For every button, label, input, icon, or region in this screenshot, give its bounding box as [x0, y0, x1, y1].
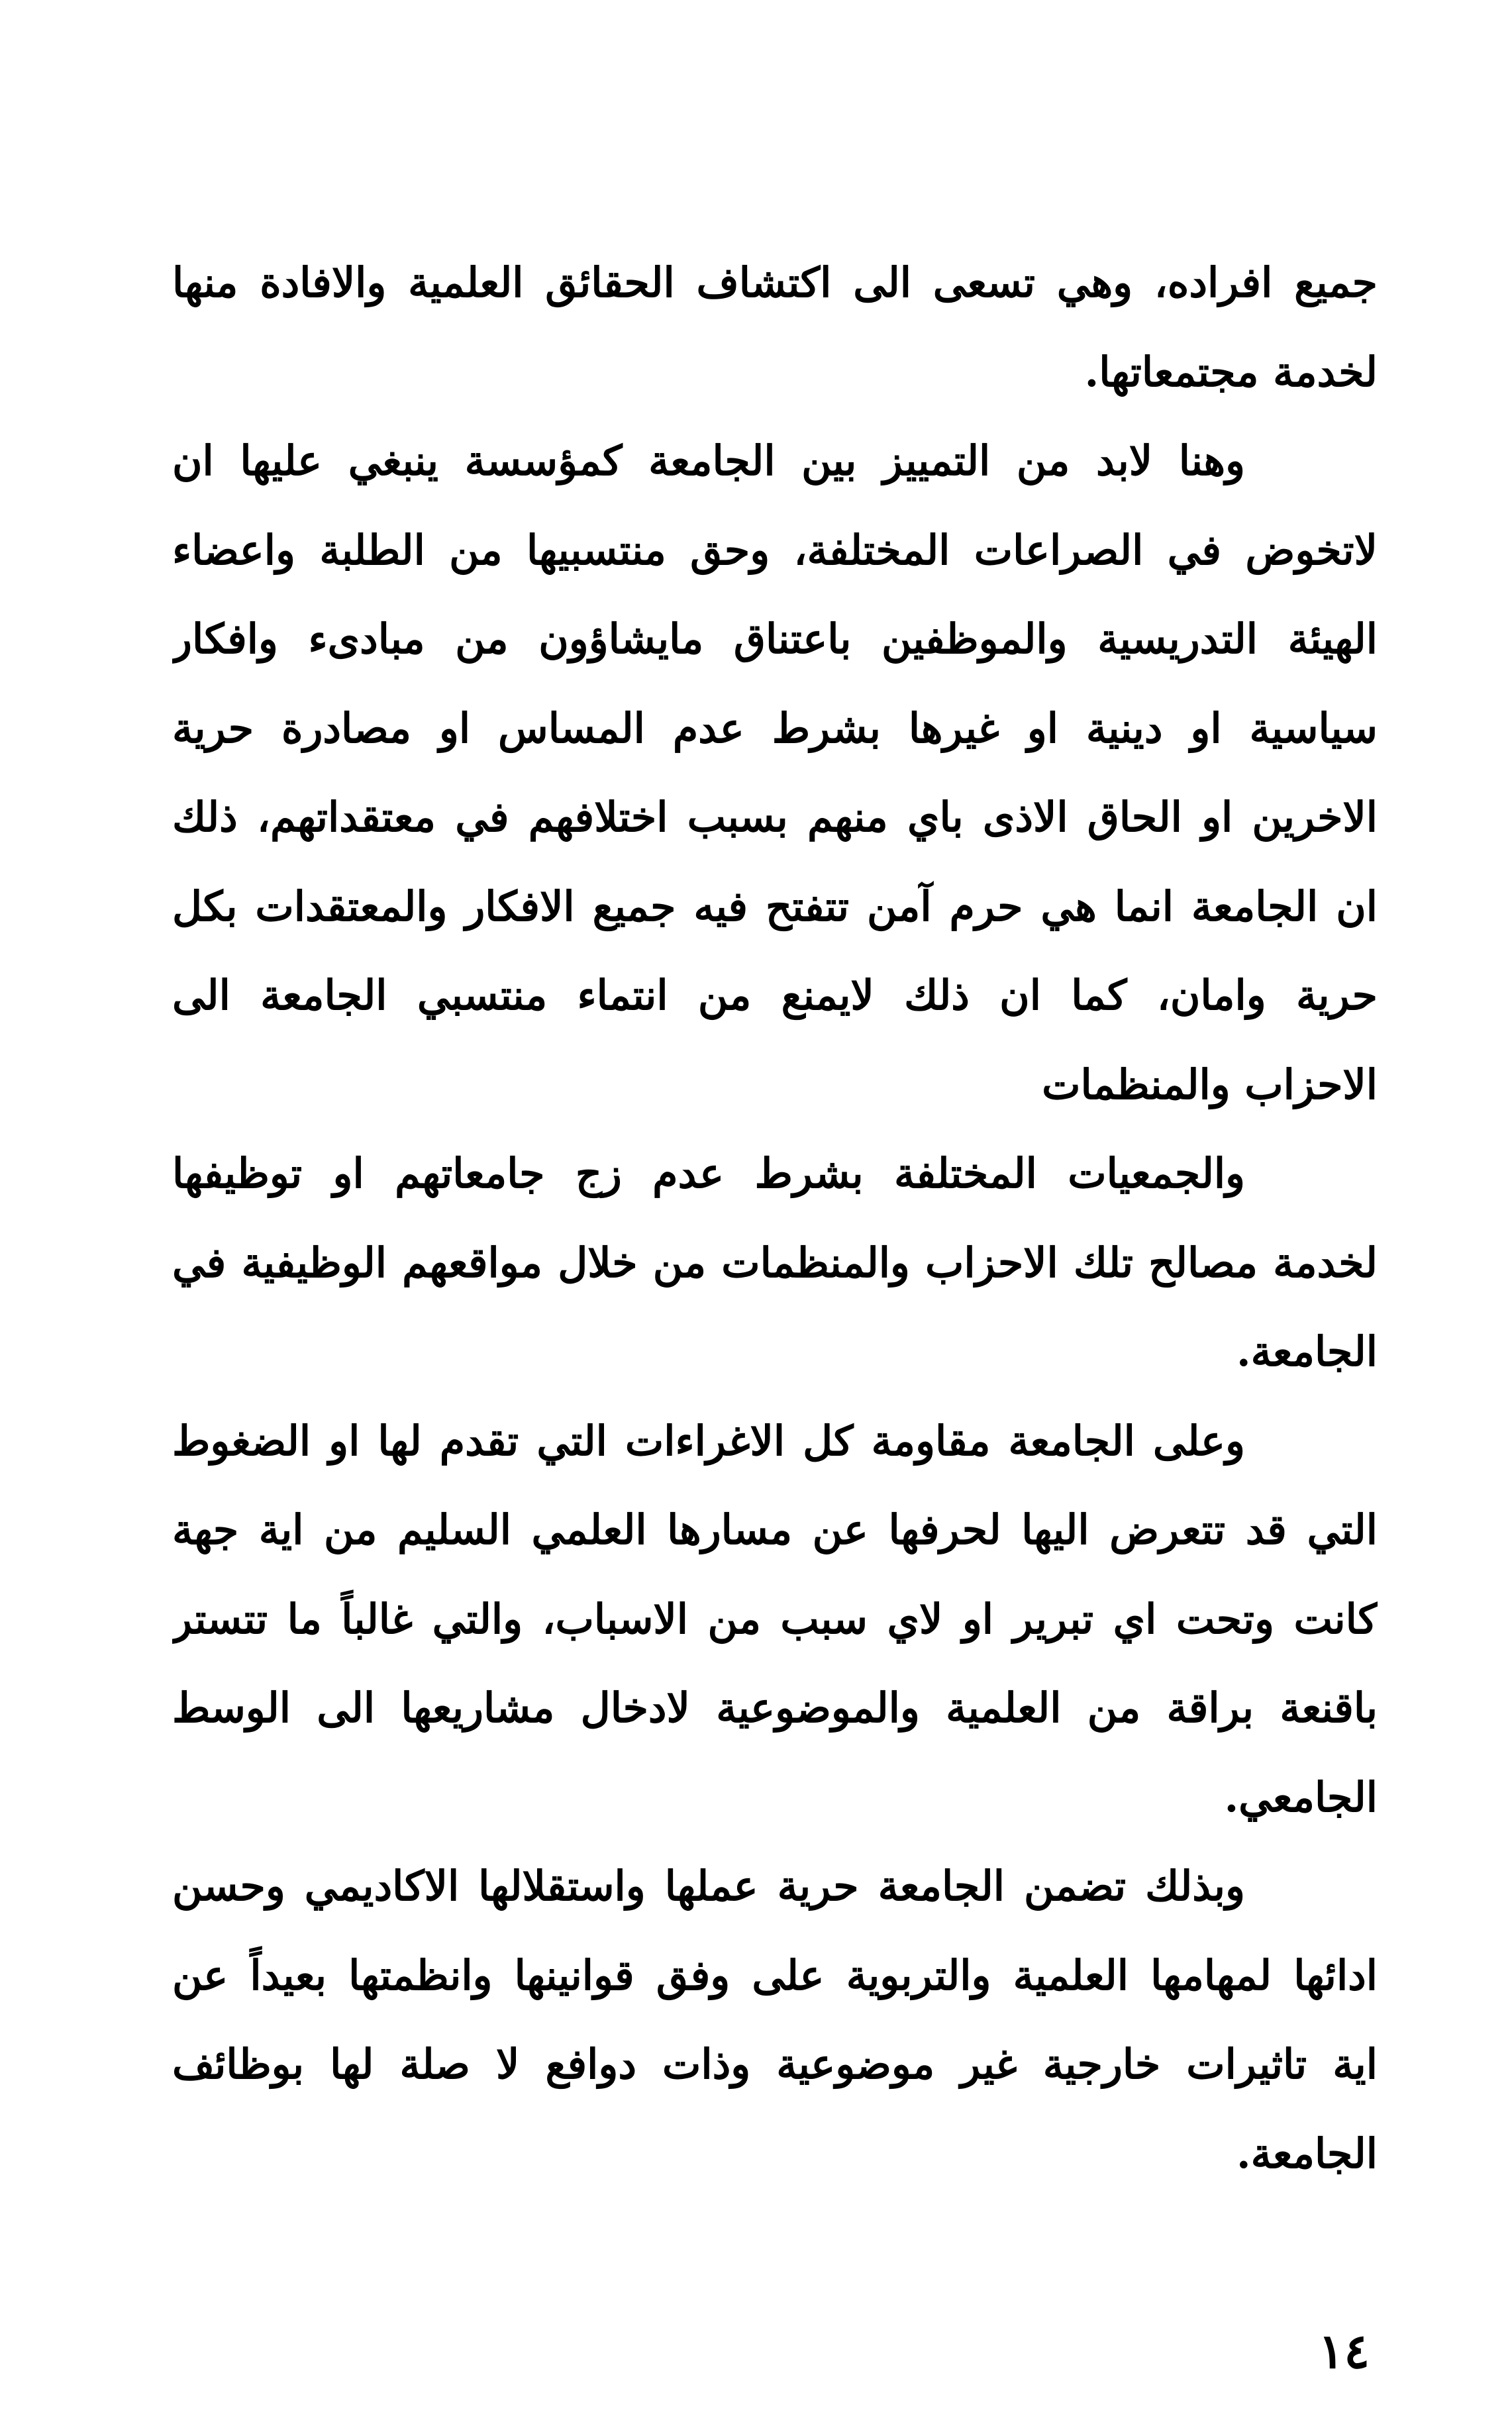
body-text: [172, 238, 1378, 2198]
text-line: وعلى الجامعة مقاومة كل الاغراءات التي تقدم لها او الضغوط: [172, 1416, 1245, 1465]
text-line: الاحزاب والمنظمات: [1042, 1060, 1378, 1109]
text-line: سياسية او دينية او غيرها بشرط عدم المساس او مصادرة حرية: [172, 703, 1378, 752]
text-line: الهيئة التدريسية والموظفين باعتناق مايشاؤون من مبادىء وافكار: [172, 615, 1378, 663]
page-number: ١٤: [1318, 2323, 1370, 2379]
text-line: لخدمة مجتمعاتها.: [1084, 347, 1378, 396]
text-line: الجامعي.: [1224, 1772, 1378, 1821]
text-line: وبذلك تضمن الجامعة حرية عملها واستقلالها الاكاديمي وحسن: [172, 1862, 1245, 1910]
text-line: حرية وامان، كما ان ذلك لايمنع من انتماء منتسبي الجامعة الى: [172, 971, 1378, 1019]
text-line: الجامعة.: [1236, 2129, 1378, 2178]
text-line: كانت وتحت اي تبرير او لاي سبب من الاسباب، والتي غالباً ما تتستر: [172, 1594, 1378, 1643]
text-line: والجمعيات المختلفة بشرط عدم زج جامعاتهم او توظيفها: [172, 1149, 1245, 1197]
text-line: جميع افراده، وهي تسعى الى اكتشاف الحقائق العلمية والافادة منها: [172, 258, 1378, 307]
text-line: وهنا لابد من التمييز بين الجامعة كمؤسسة ينبغي عليها ان: [172, 436, 1245, 485]
text-line: ان الجامعة انما هي حرم آمن تتفتح فيه جميع الافكار والمعتقدات بكل: [172, 882, 1378, 931]
text-line: باقنعة براقة من العلمية والموضوعية لادخال مشاريعها الى الوسط: [172, 1684, 1378, 1732]
text-line: اية تاثيرات خارجية غير موضوعية وذات دوافع لا صلة لها بوظائف: [172, 2040, 1378, 2088]
text-line: الجامعة.: [1236, 1327, 1378, 1376]
text-line: لاتخوض في الصراعات المختلفة، وحق منتسبيها من الطلبة واعضاء: [172, 525, 1378, 574]
text-line: الاخرين او الحاق الاذى باي منهم بسبب اختلافهم في معتقداتهم، ذلك: [172, 793, 1378, 841]
text-line: التي قد تتعرض اليها لحرفها عن مسارها العلمي السليم من اية جهة: [172, 1505, 1378, 1554]
text-line: ادائها لمهامها العلمية والتربوية على وفق قوانينها وانظمتها بعيداً عن: [172, 1950, 1378, 2000]
text-line: لخدمة مصالح تلك الاحزاب والمنظمات من خلال مواقعهم الوظيفية في: [172, 1238, 1378, 1287]
